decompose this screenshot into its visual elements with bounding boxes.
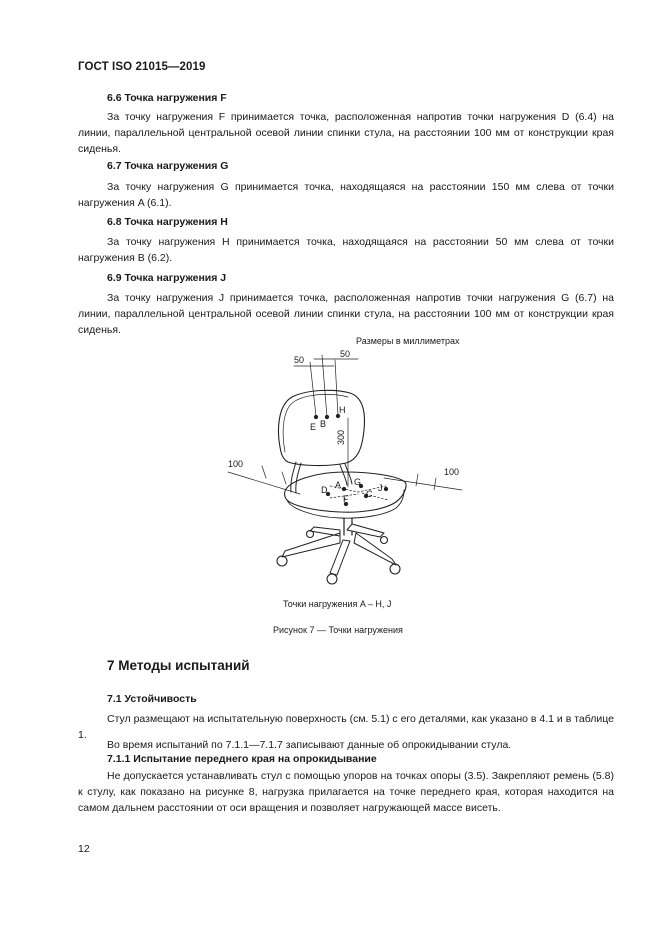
figure-units-note: Размеры в миллиметрах <box>356 336 460 346</box>
section-6-6-heading: 6.6 Точка нагружения F <box>107 92 227 104</box>
point-A-dot <box>342 487 345 490</box>
point-J-dot <box>384 487 387 490</box>
section-7-heading: 7 Методы испытаний <box>107 658 250 673</box>
dim-300-label: 300 <box>336 429 346 445</box>
section-7-1-1-paragraph <box>78 768 614 817</box>
page-number: 12 <box>78 843 90 855</box>
dim-100-left-ticks <box>262 466 286 484</box>
section-6-8-text <box>78 234 614 266</box>
point-B-label: B <box>320 419 327 429</box>
chair-base <box>282 524 396 575</box>
section-6-9-text-content: За точку нагружения J принимается точка, расположенная напротив точки нагружения G (6.7) на линии, параллельной центральной осевой линии спинки стула, на расстоянии 100 мм от конструкции края сиденья. <box>78 292 614 337</box>
figure-caption: Рисунок 7 — Точки нагружения <box>273 625 403 635</box>
dim-100-left-label: 100 <box>228 459 244 469</box>
section-7-1-1-paragraph-content: Не допускается устанавливать стул с помощью упоров на точках опоры (3.5). Закрепляют ремень (5.8) к стулу, как показано на рисунке 8, нагрузка прилагается на точке переднего края, которая находится на самом дальнем расстоянии от оси вращения и позволяет нагружающей массе висеть. <box>78 770 614 815</box>
section-7-1-1-heading: 7.1.1 Испытание переднего края на опрокидывание <box>107 753 377 765</box>
point-A-label: A <box>335 480 342 490</box>
caster-back-left <box>307 531 314 538</box>
point-E-label: E <box>310 422 317 432</box>
section-7-1-heading: 7.1 Устойчивость <box>107 693 197 705</box>
document-header: ГОСТ ISO 21015—2019 <box>78 61 206 73</box>
section-6-7-text-content: За точку нагружения G принимается точка, находящаяся на расстоянии 150 мм слева от точки нагружения A (6.1). <box>78 181 614 210</box>
section-6-8-text-content: За точку нагружения H принимается точка, находящаяся на расстоянии 50 мм слева от точки нагружения B (6.2). <box>78 236 614 265</box>
dim-100-right-line <box>384 478 462 490</box>
point-G-label: G <box>354 477 362 487</box>
section-6-7-heading: 6.7 Точка нагружения G <box>107 160 229 172</box>
chair-loading-points-diagram <box>220 348 470 588</box>
section-7-1-paragraph-2 <box>78 737 614 753</box>
dim-50-left-label: 50 <box>294 355 305 365</box>
dim-50-right-label: 50 <box>340 349 351 359</box>
section-7-1-paragraph-2-content: Во время испытаний по 7.1.1—7.1.7 записывают данные об опрокидывании стула. <box>107 739 512 751</box>
section-6-6-text-content: За точку нагружения F принимается точка, расположенная напротив точки нагружения D (6.4) на линии, параллельной центральной осевой линии спинки стула, на расстоянии 100 мм от конструкции края сиденья. <box>78 111 614 156</box>
point-F-label: F <box>343 494 349 504</box>
section-6-6-text <box>78 109 614 158</box>
dim-50-extension-lines <box>310 355 338 417</box>
dim-100-left-line <box>228 472 300 494</box>
section-7-1-paragraph-1-content: Стул размещают на испытательную поверхность (см. 5.1) с его деталями, как указано в 4.1 и в таблице 1. <box>78 713 614 742</box>
point-D-label: D <box>321 485 328 495</box>
caster-front <box>327 574 337 584</box>
section-6-9-heading: 6.9 Точка нагружения J <box>107 272 227 284</box>
figure-legend: Точки нагружения A – H, J <box>283 599 392 609</box>
caster-back-right <box>381 537 388 544</box>
section-6-9-text <box>78 290 614 339</box>
caster-left <box>277 556 287 566</box>
caster-right <box>390 564 400 574</box>
section-6-8-heading: 6.8 Точка нагружения H <box>107 216 228 228</box>
section-6-7-text <box>78 179 614 211</box>
dim-100-right-ticks <box>416 474 436 490</box>
point-J-label: J <box>378 483 383 493</box>
point-H-label: H <box>339 405 346 415</box>
dim-100-right-label: 100 <box>444 467 460 477</box>
point-E-dot <box>314 415 317 418</box>
point-C-label: C <box>366 489 373 499</box>
